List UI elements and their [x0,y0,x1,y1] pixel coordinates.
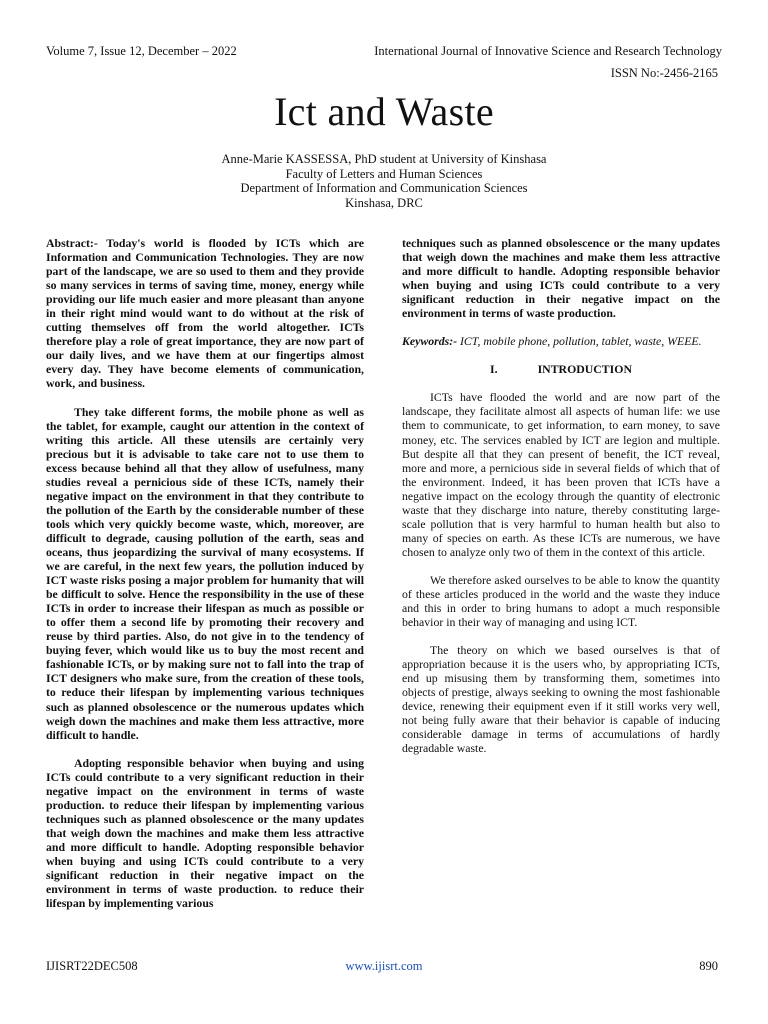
footer-url-link[interactable]: www.ijisrt.com [345,959,423,973]
author-department: Department of Information and Communication Sciences [240,181,528,196]
author-faculty: Faculty of Letters and Human Sciences [285,166,483,181]
intro-paragraph-3: The theory on which we based ourselves is that of appropriation because it is the users who, by appropriating ICTs, end up misusing them by transforming them, sometimes into objects of prestige, always seeking to owning the most fashionable device, renewing their equipment even if it still works very well, not being fully aware that their behavior is capable of inducing considerable damage in terms of accumulations of hardly degradable waste. [402,643,720,756]
author-name: Anne-Marie KASSESSA, PhD student at University of Kinshasa [221,152,547,166]
issn: ISSN No:-2456-2165 [610,66,718,80]
abstract-label: Abstract [46,236,90,250]
intro-paragraph-1: ICTs have flooded the world and are now part of the landscape, they facilitate almost all aspects of human life: we use them to communicate, to get information, to earn money, to save money, etc. The services enabled by ICT are legion and multiple. But despite all that they can present of benefit, the ICT reveal, more and more, a pernicious side in several fields of which that of the environment. Indeed, it has been proven that ICTs have a negative impact on the ecology through the quantity of electronic waste that they discharge into nature, thereby constituting large-scale pollution that is very harmful to human health but also to many of species on earth. As these ICTs are numerous, we have chosen to analyze only two of them in the context of this article. [402,390,720,559]
abstract-paragraph-3: Adopting responsible behavior when buying and using ICTs could contribute to a very significant reduction in their negative impact on the environment in terms of waste production. to reduce their lifespan by implementing various techniques such as planned obsolescence or the many updates that weigh down the machines and make them less attractive and more difficult to handle. Adopting responsible behavior when buying and using ICTs could contribute to a very significant reduction in their negative impact on the environment in terms of waste production. to reduce their lifespan by implementing various [46,755,364,911]
section-number: I. [490,362,498,377]
footer-paper-id: IJISRT22DEC508 [46,959,138,973]
journal-name: International Journal of Innovative Science and Research Technology [374,44,722,58]
abstract-paragraph-2: They take different forms, the mobile phone as well as the tablet, for example, caught our attention in the context of writing this article. All these utensils are certainly very precious but it is advisable to take care not to use them to excess because behind all that they allow of usefulness, many studies reveal a pernicious side of these ICTs, namely their negative impact on the environment in that they contribute to the pollution of the Earth by the considerable number of these tools which very quickly become waste, which, moreover, are difficult to degrade, causing pollution of the earth, seas and oceans, thus jeopardizing the survival of many ecosystems. If we are careful, in the next few years, the pollution induced by ICT waste risks posing a major problem for humanity that will be difficult to solve. Hence the responsibility in the use of these ICTs in order to increase their lifespan as much as possible or to offer them a second life by promoting their recovery and reuse by third parties. Also, do not give in to the tendency of buying fever, which would like us to buy the most recent and fashionable ICTs, or by making sure not to fall into the trap of ICT designers who make sure, from the creation of these tools, to reduce their lifespan by implementing various techniques such as planned obsolescence or the numerous updates which weigh down the machines and make them less attractive, more difficult to handle. [46,404,364,742]
right-column [402,236,720,770]
author-location: Kinshasa, DRC [345,195,423,210]
journal-volume: Volume 7, Issue 12, December – 2022 [46,44,237,58]
paper-title: Ict and Waste [274,89,494,134]
left-column [46,236,364,924]
keywords-text: ICT, mobile phone, pollution, tablet, waste, WEEE. [457,334,702,349]
keywords-label: Keywords:- [402,334,458,349]
section-heading [402,362,720,376]
abstract-text: :- Today's world is flooded by ICTs which are Information and Communication Technologies. They are now part of the landscape, we are so used to them and they provide so many services in terms of saving time, money, energy while providing our life much easier and more pleasant than anyone in their right mind would want to do without at the risk of cutting themselves off from the world altogether. ICTs therefore play a role of great importance, they are now part of our daily lives, and we have them at our fingertips almost every day. They have become elements of communication, work, and business. [46,236,364,391]
author-block [0,152,768,210]
abstract-paragraph-1 [46,236,364,391]
keywords [402,334,720,348]
section-title: INTRODUCTION [537,362,632,377]
abstract-paragraph-3-continued: techniques such as planned obsolescence or the many updates that weigh down the machines and make them less attractive and more difficult to handle. Adopting responsible behavior when buying and using ICTs could contribute to a very significant reduction in their negative impact on the environment in terms of waste production. [402,236,720,321]
intro-paragraph-2: We therefore asked ourselves to be able to know the quantity of these articles produced in the world and the waste they induce and this in order to bring humans to adopt a much responsible behavior in their way of managing and using ICT. [402,572,720,630]
page-number: 890 [699,959,718,973]
